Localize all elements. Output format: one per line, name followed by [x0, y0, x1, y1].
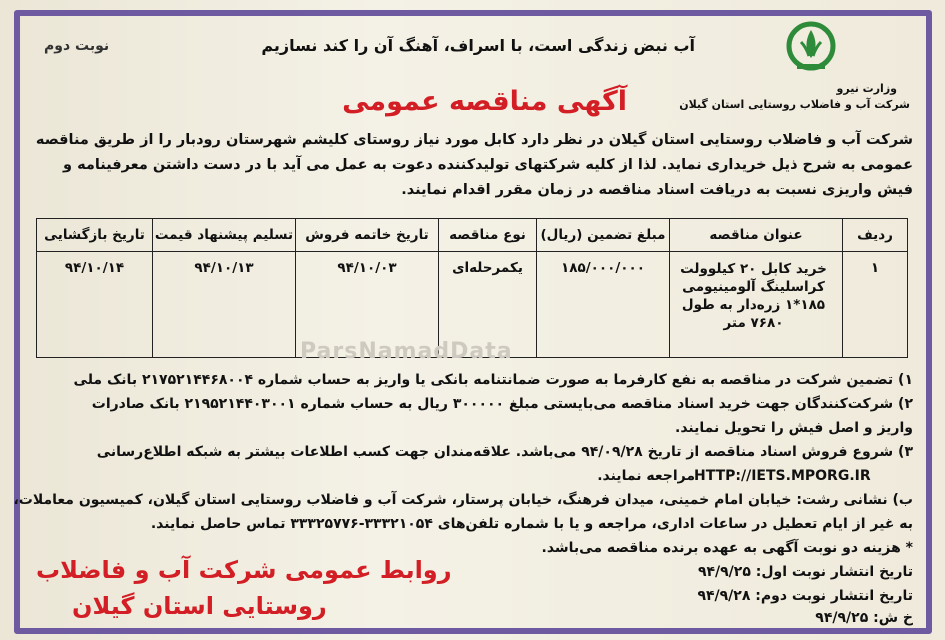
row-sale-end: ۹۴/۱۰/۰۳ [296, 252, 439, 358]
header-sale-end: تاریخ خاتمه فروش [296, 219, 439, 252]
row-bid-submit: ۹۴/۱۰/۱۳ [153, 252, 296, 358]
note-2a: ۲) شرکت‌کنندگان جهت خرید اسناد مناقصه می‌بایستی مبلغ ۳۰۰۰۰۰ ریال به حساب شماره ۲۱۹۵۲۱۴۴۰۳۰۰۱ بانک صادرات [91, 396, 913, 412]
header-title: عنوان مناقصه [670, 219, 843, 252]
slogan: آب نبض زندگی است، با اسراف، آهنگ آن را کند نسازیم [261, 36, 695, 55]
row-title-line: ۱۸۵*۱ زره‌دار به طول [681, 297, 826, 313]
note-3a: ۳) شروع فروش اسناد مناقصه از تاریخ ۹۴/۰۹/۲۸ می‌باشد. علاقه‌مندان جهت کسب اطلاعات بیشتر به شبکه اطلاع‌رسانی [96, 444, 913, 460]
note-3b-tail: مراجعه نمایند. [597, 468, 695, 484]
row-title-line: کراسلینگ آلومینیومی [682, 279, 825, 295]
header-bid-submit: تسلیم پیشنهاد قیمت [153, 219, 296, 252]
table-header-row [37, 219, 908, 252]
watermark: ParsNamadData [300, 339, 513, 364]
note-1: ۱) تضمین شرکت در مناقصه به نفع کارفرما به صورت ضمانتنامه بانکی یا واریز به حساب شماره ۲۱۷۵۲۱۴۴۶۸۰۰۴ بانک ملی [73, 372, 913, 388]
row-index: ۱ [843, 252, 908, 358]
footer-line-2: روستایی استان گیلان [72, 592, 327, 620]
row-title-line: ۷۶۸۰ متر [723, 315, 784, 331]
header-index: ردیف [843, 219, 908, 252]
row-type: یکمرحله‌ای [439, 252, 537, 358]
ministry-name: وزارت نیرو [836, 82, 897, 95]
cost-note: * هزینه دو نوبت آگهی به عهده برنده مناقصه می‌باشد. [541, 540, 913, 556]
note-2b: واریز و اصل فیش را تحویل نمایند. [675, 420, 913, 436]
footer-line-1: روابط عمومی شرکت آب و فاضلاب [36, 556, 452, 584]
tender-table [36, 218, 908, 358]
address-line-1: ب) نشانی رشت: خیابان امام خمینی، میدان فرهنگ، خیابان پرستار، شرکت آب و فاضلاب روستایی استان گیلان، کمیسیون معاملات، [13, 492, 913, 508]
row-title-line: خرید کابل ۲۰ کیلوولت [680, 261, 827, 277]
page-title: آگهی مناقصه عمومی [342, 86, 627, 117]
publish-date-2: تاریخ انتشار نوبت دوم: ۹۴/۹/۲۸ [697, 588, 913, 604]
publication-turn: نوبت دوم [44, 38, 110, 54]
ksh-code: خ ش: ۹۴/۹/۲۵ [815, 610, 913, 626]
publish-date-1: تاریخ انتشار نوبت اول: ۹۴/۹/۲۵ [697, 564, 913, 580]
ministry-logo-icon [783, 20, 839, 78]
intro-line-3: فیش واریزی نسبت به دریافت اسناد مناقصه در زمان مقرر اقدام نمایند. [401, 182, 913, 198]
intro-line-1: شرکت آب و فاضلاب روستایی استان گیلان در نظر دارد کابل مورد نیاز روستای کلیشم شهرستان رودبار را از طریق مناقصه [35, 132, 913, 148]
header-opening: تاریخ بازگشایی [37, 219, 153, 252]
company-name: شرکت آب و فاضلاب روستایی استان گیلان [679, 98, 910, 111]
header-guarantee: مبلغ تضمین (ریال) [537, 219, 670, 252]
iets-link[interactable]: HTTP://IETS.MPORG.IR [694, 468, 871, 484]
row-opening: ۹۴/۱۰/۱۴ [37, 252, 153, 358]
row-title [670, 252, 843, 358]
intro-line-2: عمومی به شرح ذیل خریداری نماید. لذا از کلیه شرکتهای تولیدکننده دعوت به عمل می آید با در دست داشتن معرفینامه و [63, 157, 913, 173]
header-type: نوع مناقصه [439, 219, 537, 252]
address-line-2: به غیر از ایام تعطیل در ساعات اداری، مراجعه و یا با شماره تلفن‌های ۳۳۳۲۱۰۵۴-۳۳۳۲۵۷۷۶ تماس حاصل نمایند. [150, 516, 913, 532]
row-guarantee: ۱۸۵/۰۰۰/۰۰۰ [537, 252, 670, 358]
